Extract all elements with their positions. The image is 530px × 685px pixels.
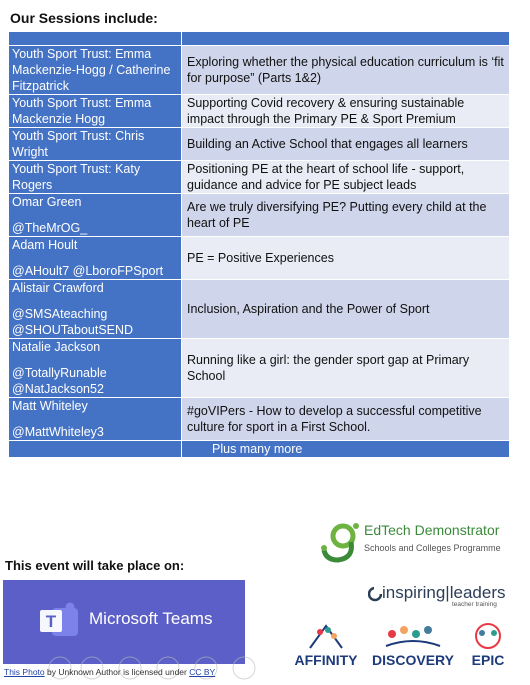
photo-credit [4, 667, 215, 677]
plus-many-more: Plus many more [182, 441, 510, 458]
session-speaker [9, 161, 182, 194]
session-title: #goVIPers - How to develop a successful competitive culture for sport in a First School. [182, 398, 510, 441]
edtech-swirl-icon [318, 520, 362, 566]
line-gap [12, 210, 178, 220]
speaker-line: @SMSAteaching [12, 307, 108, 321]
table-row [9, 128, 510, 161]
speaker-line: Youth Sport Trust: Katy Rogers [12, 162, 141, 192]
table-row [9, 46, 510, 95]
table-footer-row [9, 441, 510, 458]
speaker-line: @SHOUTaboutSEND [12, 323, 134, 337]
inspiring-leaders-logo [368, 583, 518, 611]
edtech-demonstrator-logo [318, 520, 528, 568]
microsoft-teams-banner [3, 580, 245, 664]
footer-cell-blank [9, 441, 182, 458]
inspiring-leaders-mark-icon [368, 586, 382, 602]
table-row [9, 398, 510, 441]
event-label: This event will take place on: [5, 558, 185, 573]
session-speaker [9, 398, 182, 441]
sessions-heading: Our Sessions include: [10, 10, 158, 26]
session-title: Building an Active School that engages all learners [182, 128, 510, 161]
session-title: Exploring whether the physical education curriculum is ‘fit for purpose” (Parts 1&2) [182, 46, 510, 95]
header-cell-title [182, 32, 510, 46]
affinity-name: AFFINITY [294, 652, 358, 668]
line-gap [12, 296, 178, 306]
teams-label: Microsoft Teams [89, 609, 213, 628]
session-speaker [9, 280, 182, 339]
license-link[interactable]: CC BY [189, 667, 216, 677]
speaker-line: Youth Sport Trust: Emma Mackenzie Hogg [12, 96, 152, 126]
table-row [9, 194, 510, 237]
discovery-name: DISCOVERY [372, 652, 454, 668]
session-title: PE = Positive Experiences [182, 237, 510, 280]
discovery-logo [370, 622, 456, 668]
session-title: Inclusion, Aspiration and the Power of Sport [182, 280, 510, 339]
edtech-subtitle: Schools and Colleges Programme [364, 543, 501, 553]
photo-credit-text: by Unknown Author is licensed under [44, 667, 190, 677]
session-speaker [9, 46, 182, 95]
speaker-line: @NatJackson52 [12, 382, 104, 396]
speaker-line: Alistair Crawford [12, 281, 104, 295]
line-gap [12, 414, 178, 424]
speaker-line: Matt Whiteley [12, 399, 88, 413]
session-speaker [9, 95, 182, 128]
session-title: Positioning PE at the heart of school life - support, guidance and advice for PE subject leads [182, 161, 510, 194]
speaker-line: Omar Green [12, 195, 82, 209]
epic-logo [462, 622, 514, 668]
session-title: Running like a girl: the gender sport gap at Primary School [182, 339, 510, 398]
header-cell-speaker [9, 32, 182, 46]
speaker-line: @MattWhiteley3 [12, 425, 104, 439]
session-speaker [9, 128, 182, 161]
table-row [9, 280, 510, 339]
speaker-line: Adam Hoult [12, 238, 78, 252]
epic-name: EPIC [471, 652, 505, 668]
session-speaker [9, 237, 182, 280]
table-row [9, 161, 510, 194]
speaker-line: Youth Sport Trust: Chris Wright [12, 129, 145, 159]
speaker-line: @AHoult7 @LboroFPSport [12, 264, 164, 278]
affinity-logo [290, 622, 362, 668]
session-speaker [9, 339, 182, 398]
table-row [9, 339, 510, 398]
inspiring-leaders-name: inspiring|leaders [382, 583, 506, 602]
session-title: Are we truly diversifying PE? Putting every child at the heart of PE [182, 194, 510, 237]
teams-logo-icon [40, 602, 80, 640]
speaker-line: @TotallyRunable [12, 366, 107, 380]
school-logos [290, 622, 520, 668]
sessions-table [8, 31, 510, 458]
epic-figures-icon [462, 622, 514, 652]
edtech-title: EdTech Demonstrator [364, 522, 500, 538]
line-gap [12, 253, 178, 263]
teams-logo-letter: T [45, 612, 57, 631]
session-title: Supporting Covid recovery & ensuring sustainable impact through the Primary PE & Sport Premium [182, 95, 510, 128]
table-row [9, 237, 510, 280]
photo-link[interactable]: This Photo [4, 667, 45, 677]
table-row [9, 95, 510, 128]
table-header-row [9, 32, 510, 46]
speaker-line: Youth Sport Trust: Emma Mackenzie-Hogg / Catherine Fitzpatrick [12, 47, 171, 93]
speaker-line: @TheMrOG_ [12, 221, 88, 235]
inspiring-leaders-tagline: teacher training [452, 601, 497, 608]
line-gap [12, 355, 178, 365]
discovery-figures-icon [370, 622, 456, 650]
affinity-figures-icon [290, 622, 362, 650]
session-speaker [9, 194, 182, 237]
speaker-line: Natalie Jackson [12, 340, 101, 354]
